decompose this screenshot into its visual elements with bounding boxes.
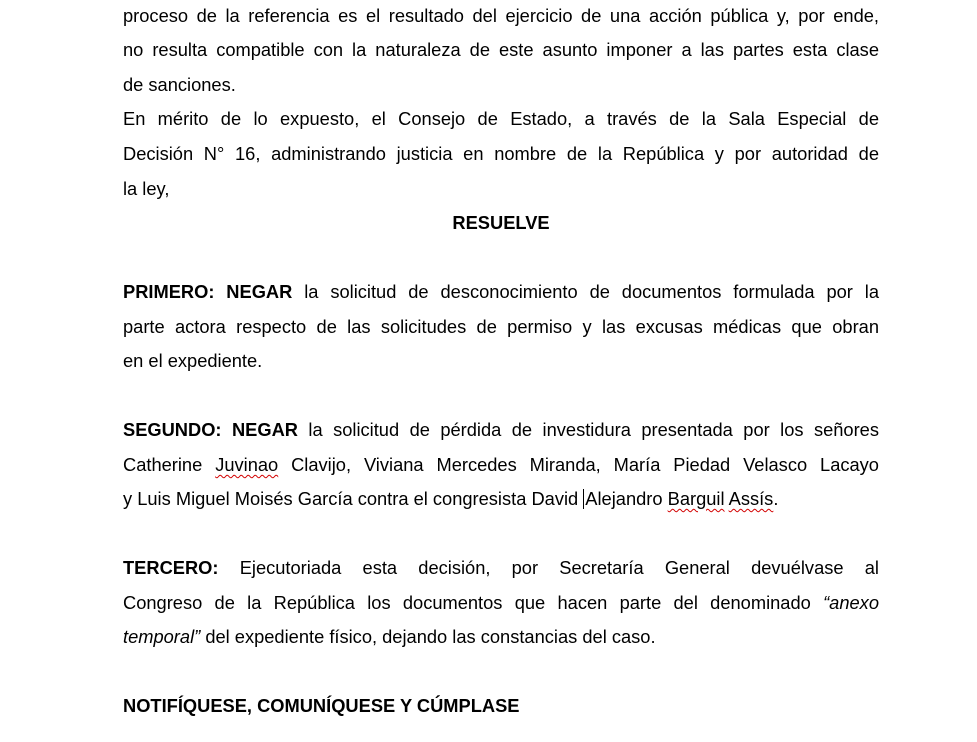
tercero-line-2-text: Congreso de la República los documentos que hacen parte del denominado xyxy=(123,592,811,613)
tercero-line-2-italic: “anexo xyxy=(823,592,879,613)
tercero-line-3-italic: temporal” xyxy=(123,626,201,647)
spellcheck-flagged-word[interactable]: Assís xyxy=(728,488,774,509)
merit-line-1: En mérito de lo expuesto, el Consejo de Estado, a través de la Sala Especial de xyxy=(123,108,879,129)
closing-heading: NOTIFÍQUESE, COMUNÍQUESE Y CÚMPLASE xyxy=(123,695,520,716)
segundo-line-2-end: Clavijo, Viviana Mercedes Miranda, María Piedad Velasco Lacayo xyxy=(291,454,879,475)
tercero-line-1 xyxy=(123,556,879,580)
tercero-label: TERCERO: xyxy=(123,557,219,578)
segundo-line-3-start: y Luis Miguel Moisés García contra el congresista David xyxy=(123,488,579,509)
tercero-line-3 xyxy=(123,625,879,649)
tercero-line-2 xyxy=(123,591,879,615)
intro-line-1: proceso de la referencia es el resultado del ejercicio de una acción pública y, por ende, xyxy=(123,5,879,26)
segundo-line-1-text: la solicitud de pérdida de investidura presentada por los señores xyxy=(308,419,879,440)
resuelve-heading: RESUELVE xyxy=(452,212,550,233)
intro-line-3: de sanciones. xyxy=(123,74,236,95)
spellcheck-flagged-word[interactable]: Juvinao xyxy=(215,454,279,475)
primero-label: PRIMERO: NEGAR xyxy=(123,281,293,302)
merit-line-2: Decisión N° 16, administrando justicia en nombre de la República y por autoridad de xyxy=(123,143,879,164)
segundo-line-1 xyxy=(123,418,879,442)
segundo-label: SEGUNDO: NEGAR xyxy=(123,419,298,440)
tercero-line-1-text: Ejecutoriada esta decisión, por Secretaría General devuélvase al xyxy=(239,557,879,578)
spellcheck-flagged-word[interactable]: Barguil xyxy=(667,488,725,509)
segundo-line-2 xyxy=(123,453,879,477)
primero-line-3: en el expediente. xyxy=(123,350,263,371)
segundo-line-2-start: Catherine xyxy=(123,454,203,475)
primero-line-1-text: la solicitud de desconocimiento de documentos formulada por la xyxy=(304,281,879,302)
segundo-line-3 xyxy=(123,487,879,511)
primero-line-2: parte actora respecto de las solicitudes de permiso y las excusas médicas que obran xyxy=(123,316,879,337)
intro-line-2: no resulta compatible con la naturaleza de este asunto imponer a las partes esta clase xyxy=(123,39,879,60)
segundo-line-3-mid: Alejandro xyxy=(585,488,663,509)
tercero-line-3-text: del expediente físico, dejando las constancias del caso. xyxy=(205,626,656,647)
primero-line-1 xyxy=(123,280,879,304)
merit-line-3: la ley, xyxy=(123,178,170,199)
segundo-line-3-end: . xyxy=(773,488,779,509)
